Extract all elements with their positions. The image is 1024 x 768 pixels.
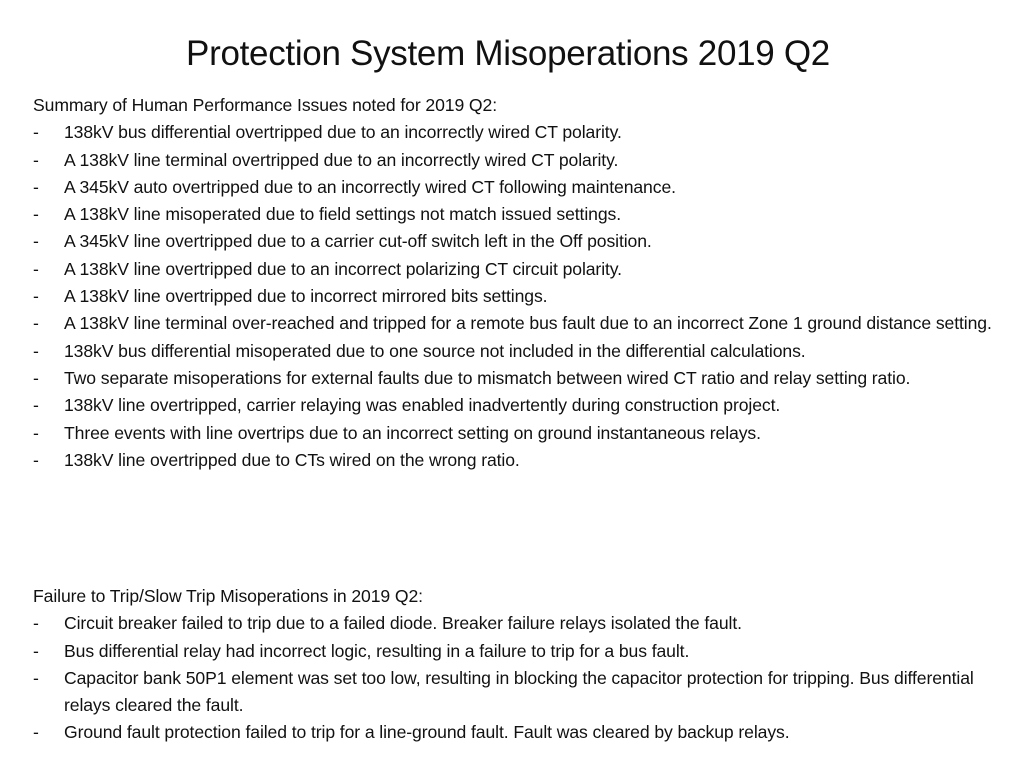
section-heading: Summary of Human Performance Issues noted for 2019 Q2:	[33, 95, 497, 115]
bullet-dash: -	[33, 422, 39, 443]
human-performance-section	[33, 92, 993, 474]
list-item	[33, 392, 993, 419]
bullet-dash: -	[33, 667, 39, 688]
list-item	[33, 147, 993, 174]
list-item-text: A 138kV line overtripped due to incorrect mirrored bits settings.	[64, 286, 548, 307]
bullet-list	[33, 119, 993, 474]
bullet-dash: -	[33, 640, 39, 661]
bullet-dash: -	[33, 258, 39, 279]
bullet-list	[33, 610, 993, 746]
list-item-text: A 345kV auto overtripped due to an incorrectly wired CT following maintenance.	[64, 176, 676, 197]
list-item-text: Bus differential relay had incorrect logic, resulting in a failure to trip for a bus fault.	[64, 640, 690, 661]
section-heading: Failure to Trip/Slow Trip Misoperations in 2019 Q2:	[33, 586, 423, 606]
list-item	[33, 256, 993, 283]
list-item-text: 138kV bus differential misoperated due to one source not included in the differential calculations.	[64, 340, 806, 361]
list-item-text: 138kV line overtripped, carrier relaying was enabled inadvertently during construction project.	[64, 395, 781, 416]
list-item	[33, 665, 993, 720]
list-item-text: Three events with line overtrips due to an incorrect setting on ground instantaneous relays.	[64, 422, 761, 443]
list-item	[33, 174, 993, 201]
bullet-dash: -	[33, 449, 39, 470]
bullet-dash: -	[33, 340, 39, 361]
list-item	[33, 420, 993, 447]
list-item-text: A 138kV line terminal over-reached and tripped for a remote bus fault due to an incorrect Zone 1 ground distance setting.	[64, 313, 992, 334]
list-item-text: Two separate misoperations for external faults due to mismatch between wired CT ratio and relay setting ratio.	[64, 367, 911, 388]
list-item-text: A 138kV line terminal overtripped due to an incorrectly wired CT polarity.	[64, 149, 619, 170]
list-item	[33, 610, 993, 637]
bullet-dash: -	[33, 149, 39, 170]
list-item-text: 138kV line overtripped due to CTs wired on the wrong ratio.	[64, 449, 520, 470]
bullet-dash: -	[33, 313, 39, 334]
list-item	[33, 719, 993, 746]
list-item	[33, 119, 993, 146]
failure-to-trip-section	[33, 583, 993, 747]
bullet-dash: -	[33, 204, 39, 225]
bullet-dash: -	[33, 395, 39, 416]
list-item-text: A 138kV line overtripped due to an incorrect polarizing CT circuit polarity.	[64, 258, 622, 279]
list-item	[33, 283, 993, 310]
list-item	[33, 310, 993, 337]
bullet-dash: -	[33, 367, 39, 388]
list-item-text: A 138kV line misoperated due to field settings not match issued settings.	[64, 204, 622, 225]
list-item	[33, 201, 993, 228]
bullet-dash: -	[33, 176, 39, 197]
bullet-dash: -	[33, 613, 39, 634]
list-item-text: Circuit breaker failed to trip due to a failed diode. Breaker failure relays isolated the fault.	[64, 613, 742, 634]
list-item-text: A 345kV line overtripped due to a carrier cut-off switch left in the Off position.	[64, 231, 652, 252]
list-item-text: Capacitor bank 50P1 element was set too low, resulting in blocking the capacitor protection for tripping. Bus differential relays cleared the fault.	[64, 667, 974, 716]
list-item	[33, 365, 993, 392]
list-item	[33, 638, 993, 665]
list-item	[33, 228, 993, 255]
bullet-dash: -	[33, 122, 39, 143]
list-item-text: Ground fault protection failed to trip for a line-ground fault. Fault was cleared by backup relays.	[64, 722, 790, 743]
list-item-text: 138kV bus differential overtripped due to an incorrectly wired CT polarity.	[64, 122, 622, 143]
bullet-dash: -	[33, 722, 39, 743]
list-item	[33, 447, 993, 474]
slide-title: Protection System Misoperations 2019 Q2	[186, 34, 830, 73]
bullet-dash: -	[33, 286, 39, 307]
list-item	[33, 338, 993, 365]
bullet-dash: -	[33, 231, 39, 252]
